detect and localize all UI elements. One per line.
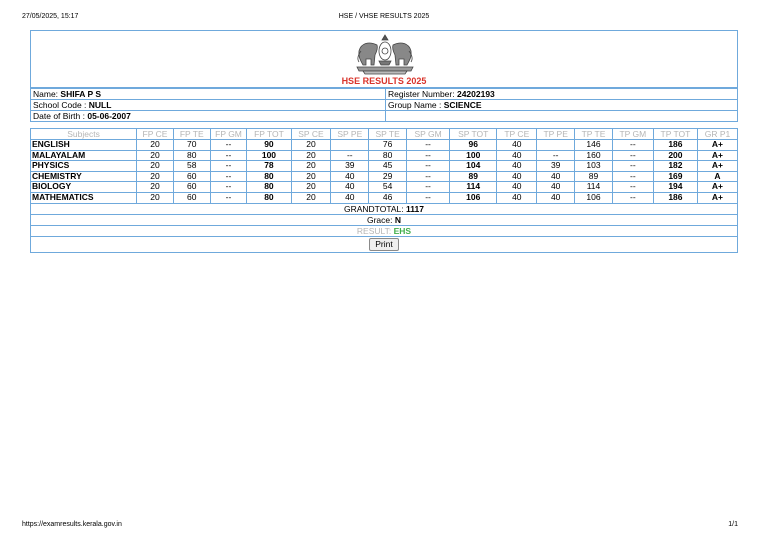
mark-cell: 76: [369, 140, 407, 151]
mark-cell: 29: [369, 171, 407, 182]
mark-cell: A+: [697, 140, 737, 151]
kerala-emblem-icon: [349, 31, 421, 77]
column-header: SP TE: [369, 129, 407, 140]
mark-cell: 106: [450, 192, 497, 203]
print-page-number: 1/1: [728, 521, 738, 528]
table-row: [31, 161, 738, 172]
marks-table: [30, 128, 738, 253]
mark-cell: 60: [173, 171, 210, 182]
mark-cell: [331, 140, 369, 151]
empty-cell: [386, 111, 738, 122]
mark-cell: --: [210, 150, 247, 161]
print-url: https://examresults.kerala.gov.in: [22, 521, 122, 528]
grace: Grace: N: [31, 214, 738, 225]
print-page-title: HSE / VHSE RESULTS 2025: [338, 13, 430, 20]
mark-cell: 40: [537, 192, 575, 203]
mark-cell: --: [407, 182, 450, 193]
column-header: GR P1: [697, 129, 737, 140]
mark-cell: A+: [697, 161, 737, 172]
column-header: SP CE: [291, 129, 331, 140]
date-of-birth: Date of Birth : 05-06-2007: [31, 111, 386, 122]
mark-cell: 80: [247, 171, 291, 182]
subject-name: BIOLOGY: [31, 182, 137, 193]
mark-cell: 60: [173, 182, 210, 193]
mark-cell: 80: [247, 192, 291, 203]
mark-cell: --: [407, 140, 450, 151]
student-name: Name: SHIFA P S: [31, 89, 386, 100]
mark-cell: A+: [697, 150, 737, 161]
mark-cell: 100: [247, 150, 291, 161]
print-row: [31, 236, 738, 252]
table-row: [31, 150, 738, 161]
mark-cell: 20: [291, 161, 331, 172]
mark-cell: 104: [450, 161, 497, 172]
group-name: Group Name : SCIENCE: [386, 100, 738, 111]
mark-cell: 100: [450, 150, 497, 161]
mark-cell: 20: [291, 140, 331, 151]
mark-cell: --: [210, 161, 247, 172]
subject-name: MATHEMATICS: [31, 192, 137, 203]
result: RESULT: EHS: [31, 225, 738, 236]
mark-cell: 20: [137, 192, 174, 203]
mark-cell: --: [210, 171, 247, 182]
mark-cell: 40: [497, 161, 537, 172]
marks-header-row: [31, 129, 738, 140]
mark-cell: --: [612, 171, 653, 182]
mark-cell: 169: [653, 171, 697, 182]
mark-cell: 96: [450, 140, 497, 151]
table-row: [31, 140, 738, 151]
mark-cell: 39: [537, 161, 575, 172]
print-datetime: 27/05/2025, 15:17: [22, 13, 79, 20]
mark-cell: --: [210, 192, 247, 203]
mark-cell: 78: [247, 161, 291, 172]
mark-cell: A: [697, 171, 737, 182]
table-row: [31, 182, 738, 193]
mark-cell: 20: [137, 161, 174, 172]
column-header: TP TE: [575, 129, 613, 140]
mark-cell: --: [612, 140, 653, 151]
mark-cell: 40: [497, 140, 537, 151]
column-header: SP TOT: [450, 129, 497, 140]
mark-cell: 40: [537, 182, 575, 193]
mark-cell: --: [612, 192, 653, 203]
mark-cell: 70: [173, 140, 210, 151]
mark-cell: 20: [137, 150, 174, 161]
mark-cell: 20: [291, 192, 331, 203]
column-header: FP GM: [210, 129, 247, 140]
mark-cell: 186: [653, 140, 697, 151]
mark-cell: 20: [291, 150, 331, 161]
column-header: Subjects: [31, 129, 137, 140]
mark-cell: 200: [653, 150, 697, 161]
mark-cell: --: [407, 192, 450, 203]
mark-cell: --: [612, 182, 653, 193]
mark-cell: 60: [173, 192, 210, 203]
mark-cell: --: [331, 150, 369, 161]
mark-cell: --: [537, 150, 575, 161]
column-header: FP TOT: [247, 129, 291, 140]
mark-cell: 46: [369, 192, 407, 203]
mark-cell: 39: [331, 161, 369, 172]
mark-cell: 106: [575, 192, 613, 203]
column-header: SP PE: [331, 129, 369, 140]
mark-cell: --: [612, 161, 653, 172]
mark-cell: 20: [291, 182, 331, 193]
mark-cell: 40: [497, 150, 537, 161]
header-logo-area: [30, 30, 738, 88]
mark-cell: 89: [575, 171, 613, 182]
mark-cell: 45: [369, 161, 407, 172]
table-row: [31, 192, 738, 203]
mark-cell: 40: [331, 182, 369, 193]
mark-cell: --: [210, 140, 247, 151]
subject-name: CHEMISTRY: [31, 171, 137, 182]
mark-cell: 160: [575, 150, 613, 161]
mark-cell: 20: [137, 171, 174, 182]
mark-cell: 40: [497, 171, 537, 182]
mark-cell: 114: [575, 182, 613, 193]
page-title: HSE RESULTS 2025: [341, 76, 427, 86]
column-header: FP CE: [137, 129, 174, 140]
mark-cell: 20: [291, 171, 331, 182]
column-header: TP TOT: [653, 129, 697, 140]
mark-cell: 54: [369, 182, 407, 193]
mark-cell: A+: [697, 182, 737, 193]
mark-cell: 114: [450, 182, 497, 193]
mark-cell: 40: [331, 192, 369, 203]
column-header: SP GM: [407, 129, 450, 140]
mark-cell: 103: [575, 161, 613, 172]
mark-cell: 40: [537, 171, 575, 182]
mark-cell: 20: [137, 182, 174, 193]
mark-cell: --: [407, 171, 450, 182]
mark-cell: --: [210, 182, 247, 193]
column-header: TP PE: [537, 129, 575, 140]
column-header: TP GM: [612, 129, 653, 140]
mark-cell: 186: [653, 192, 697, 203]
mark-cell: 194: [653, 182, 697, 193]
subject-name: MALAYALAM: [31, 150, 137, 161]
register-number: Register Number: 24202193: [386, 89, 738, 100]
mark-cell: [537, 140, 575, 151]
mark-cell: 89: [450, 171, 497, 182]
mark-cell: 182: [653, 161, 697, 172]
subject-name: ENGLISH: [31, 140, 137, 151]
mark-cell: 40: [331, 171, 369, 182]
mark-cell: 80: [173, 150, 210, 161]
mark-cell: 80: [369, 150, 407, 161]
mark-cell: --: [407, 150, 450, 161]
table-row: [31, 171, 738, 182]
mark-cell: 90: [247, 140, 291, 151]
mark-cell: --: [612, 150, 653, 161]
print-button[interactable]: Print: [369, 238, 398, 251]
mark-cell: 58: [173, 161, 210, 172]
column-header: TP CE: [497, 129, 537, 140]
grand-total: GRANDTOTAL: 1117: [31, 203, 738, 214]
column-header: FP TE: [173, 129, 210, 140]
mark-cell: 20: [137, 140, 174, 151]
subject-name: PHYSICS: [31, 161, 137, 172]
mark-cell: 146: [575, 140, 613, 151]
mark-cell: 80: [247, 182, 291, 193]
mark-cell: 40: [497, 192, 537, 203]
student-info: [30, 88, 738, 122]
mark-cell: --: [407, 161, 450, 172]
result-card: [30, 30, 738, 253]
school-code: School Code : NULL: [31, 100, 386, 111]
mark-cell: 40: [497, 182, 537, 193]
mark-cell: A+: [697, 192, 737, 203]
